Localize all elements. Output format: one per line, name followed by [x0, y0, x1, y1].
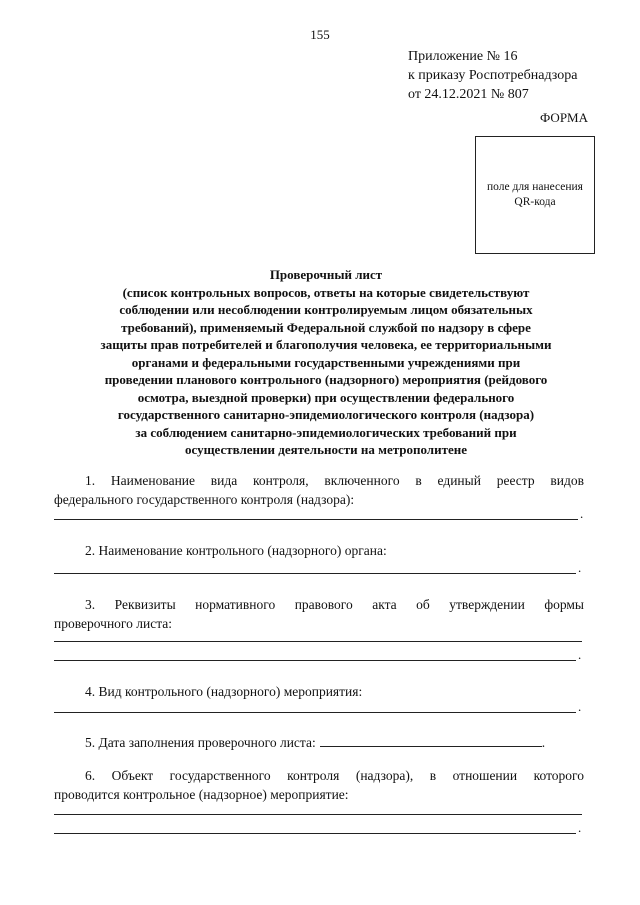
title-line: защиты прав потребителей и благополучия человека, ее территориальными: [100, 337, 552, 352]
fill-in-line[interactable]: [54, 712, 576, 713]
title-line: осуществлении деятельности на метрополитене: [184, 442, 468, 457]
item-text: 6. Объект государственного контроля (надзора), в отношении которого: [85, 768, 584, 783]
item-text: 4. Вид контрольного (надзорного) мероприятия:: [85, 684, 363, 699]
fill-in-line[interactable]: [54, 519, 578, 520]
title-line: (список контрольных вопросов, ответы на которые свидетельствуют: [122, 284, 530, 300]
document-title: [60, 266, 592, 459]
line-end-dot: .: [541, 735, 546, 750]
appendix-line: от 24.12.2021 № 807: [408, 87, 529, 102]
title-line: Проверочный лист: [269, 267, 383, 282]
item-6-control-object: [54, 766, 584, 804]
forma-label: ФОРМА: [540, 110, 588, 125]
qr-box-label: QR-кода: [514, 196, 556, 208]
appendix-reference: [408, 47, 577, 104]
qr-box-label: поле для нанесения: [487, 181, 583, 193]
item-text: 5. Дата заполнения проверочного листа:: [85, 735, 316, 750]
line-end-dot: .: [578, 699, 582, 714]
title-line: требований), применяемый Федеральной службой по надзору в сфере: [121, 319, 531, 335]
item-4-event-type: [54, 682, 584, 701]
item-1-control-type: [54, 471, 584, 509]
title-line: осмотра, выездной проверки) при осуществлении федерального: [137, 389, 515, 405]
item-2-control-body: [54, 541, 584, 560]
title-line: проведении планового контрольного (надзорного) мероприятия (рейдового: [104, 372, 548, 387]
item-text: 3. Реквизиты нормативного правового акта об утверждении формы: [85, 597, 584, 612]
fill-in-line[interactable]: [54, 833, 576, 834]
item-text: 2. Наименование контрольного (надзорного) органа:: [85, 543, 387, 558]
date-fill-in-line[interactable]: [320, 733, 542, 747]
fill-in-line[interactable]: [54, 573, 576, 574]
item-text: 1. Наименование вида контроля, включенного в единый реестр видов: [85, 473, 584, 488]
line-end-dot: .: [580, 506, 584, 521]
title-line: за соблюдением санитарно-эпидемиологических требований при: [135, 424, 517, 440]
item-3-normative-act: [54, 595, 584, 633]
qr-code-field: [475, 136, 595, 254]
title-line: соблюдении или несоблюдении контролируемым лицом обязательных: [119, 302, 533, 317]
line-end-dot: .: [578, 820, 582, 835]
appendix-line: Приложение № 16: [408, 49, 518, 64]
item-text: проводится контрольное (надзорное) мероприятие:: [54, 787, 349, 802]
fill-in-line[interactable]: [54, 641, 582, 642]
line-end-dot: .: [578, 647, 582, 662]
fill-in-line[interactable]: [54, 814, 582, 815]
item-5-fill-date: [54, 733, 584, 752]
page-number: 155: [310, 27, 330, 42]
appendix-line: к приказу Роспотребнадзора: [408, 68, 578, 83]
item-text: проверочного листа:: [54, 616, 173, 631]
title-line: государственного санитарно-эпидемиологического контроля (надзора): [117, 407, 535, 422]
item-text: федерального государственного контроля (надзора):: [54, 492, 355, 507]
line-end-dot: .: [578, 560, 582, 575]
title-line: органами и федеральными государственными учреждениями при: [131, 354, 521, 370]
fill-in-line[interactable]: [54, 660, 576, 661]
